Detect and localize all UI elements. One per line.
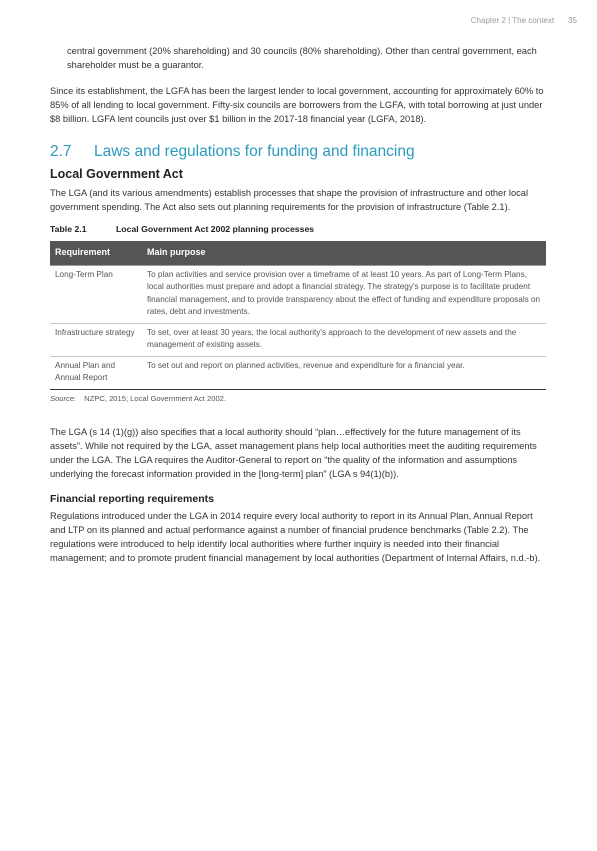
purpose-cell: To set out and report on planned activities, revenue and expenditure for a financial year. [142,356,546,389]
purpose-cell: To plan activities and service provision over a timeframe of at least 10 years. As part of Long-Term Plans, local authorities must prepare and adopt a financial strategy. The strategy's purpose is to facilitate prudent financial management, and to provide transparency about the effect of funding and expenditure proposals on rates, debt and investments. [142,265,546,323]
table-row [50,356,546,389]
table-title: Local Government Act 2002 planning processes [116,224,315,234]
requirement-cell: Infrastructure strategy [50,323,142,356]
header-requirement: Requirement [50,241,142,265]
section-number: 2.7 [50,143,72,160]
table-row [50,265,546,323]
lga-paragraph: The LGA (and its various amendments) establish processes that shape the provision of infrastructure and other local government spending. The Act also sets out planning requirements for the provision of infrastructure (Table 2.1). [50,188,529,212]
table-caption [50,224,546,234]
purpose-cell: To set, over at least 30 years, the local authority's approach to the development of new assets and the management of existing assets. [142,323,546,356]
table-header-row [50,241,546,265]
requirement-cell: Long-Term Plan [50,265,142,323]
running-header [471,16,577,25]
page-number: 35 [568,16,577,25]
source-label: Source: [50,393,77,403]
assets-paragraph: The LGA (s 14 (1)(g)) also specifies that a local authority should “plan…effectively for the future management of its assets”. While not required by the LGA, asset management plans help local authorities meet the auditing requirements under the LGA. The LGA requires the Auditor-General to report on “the quality of the information and assumptions underlying the forecast information provided in the [long-term] plan” (LGA s 94(1)(b)). [50,426,537,479]
table-source [50,394,546,403]
requirement-cell: Annual Plan and Annual Report [50,356,142,389]
table-row [50,323,546,356]
chapter-label: Chapter 2 | The context [470,16,555,25]
header-main-purpose: Main purpose [142,241,546,265]
table-number: Table 2.1 [50,224,87,234]
lga-subheading: Local Government Act [50,167,183,181]
section-heading [50,143,546,161]
lgfa-paragraph: Since its establishment, the LGFA has been the largest lender to local government, accounting for approximately 60% to 85% of all lending to local government. Fifty-six councils are borrowers from the LGFA, with total borrowing at just under $8 billion. LGFA lent councils just over $1 billion in the 2017-18 financial year (LGFA, 2018). [50,86,544,124]
page-content [50,44,546,565]
planning-processes-table [50,241,546,390]
financial-paragraph: Regulations introduced under the LGA in 2014 require every local authority to report in its Annual Plan, Annual Report and LTP on its planned and actual performance against a number of financial prudence benchmarks (Table 2.2). The regulations were introduced to help identify local authorities where further inquiry is needed into their financial management; and to promote prudent financial management by local authorities (Department of Internal Affairs, n.d.-b). [50,510,541,563]
intro-paragraph: central government (20% shareholding) and 30 councils (80% shareholding). Other than central government, each shareholder must be a guarantor. [67,46,537,70]
section-title: Laws and regulations for funding and financing [94,143,415,160]
financial-subheading: Financial reporting requirements [50,492,214,505]
source-text: NZPC, 2015; Local Government Act 2002. [84,393,226,403]
